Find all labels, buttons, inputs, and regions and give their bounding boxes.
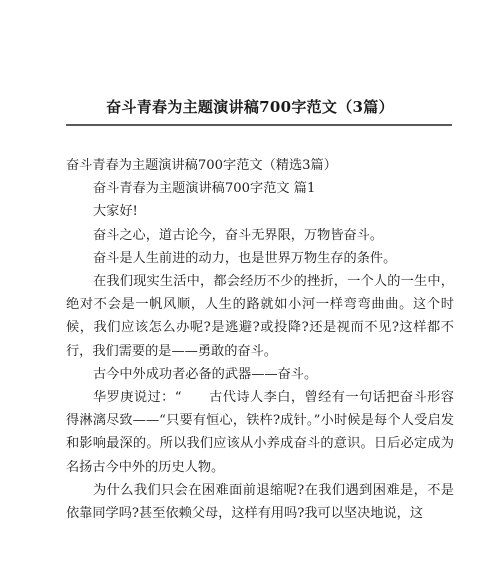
- document-body: [66, 154, 454, 525]
- title-divider: [66, 124, 452, 126]
- document-title: 奋斗青春为主题演讲稿700字范文（3篇）: [106, 98, 394, 116]
- body-paragraph: 大家好!: [93, 204, 138, 220]
- body-paragraph: 为什么我们只会在困难面前退缩呢?在我们遇到困难是，不是依靠同学吗?甚至依赖父母，这样有用吗?我可以坚决地说，这: [66, 482, 454, 522]
- body-paragraph: 奋斗是人生前进的动力，也是世界万物生存的条件。: [93, 250, 397, 266]
- body-paragraph: 古今中外成功者必备的武器——奋斗。: [93, 366, 318, 382]
- body-paragraph: 奋斗之心，道古论今，奋斗无界限，万物皆奋斗。: [93, 227, 384, 243]
- body-paragraph: 在我们现实生活中，都会经历不少的挫折，一个人的一生中，绝对不会是一帆风顺，人生的路就如小河一样弯弯曲曲。这个时候，我们应该怎么办呢?是逃避?或投降?还是视而不见?这样都不行，我们需要的是——勇敢的奋斗。: [66, 274, 454, 359]
- body-paragraph: 奋斗青春为主题演讲稿700字范文 篇1: [93, 181, 316, 197]
- body-paragraph: 华罗庚说过：“ 古代诗人李白，曾经有一句话把奋斗形容得淋漓尽致——“只要有恒心，铁杵?成针。”小时候是每个人受启发和影响最深的。所以我们应该从小养成奋斗的意识。日后必定成为名扬古今中外的历史人物。: [66, 390, 454, 475]
- body-paragraph: 奋斗青春为主题演讲稿700字范文（精选3篇）: [66, 158, 337, 173]
